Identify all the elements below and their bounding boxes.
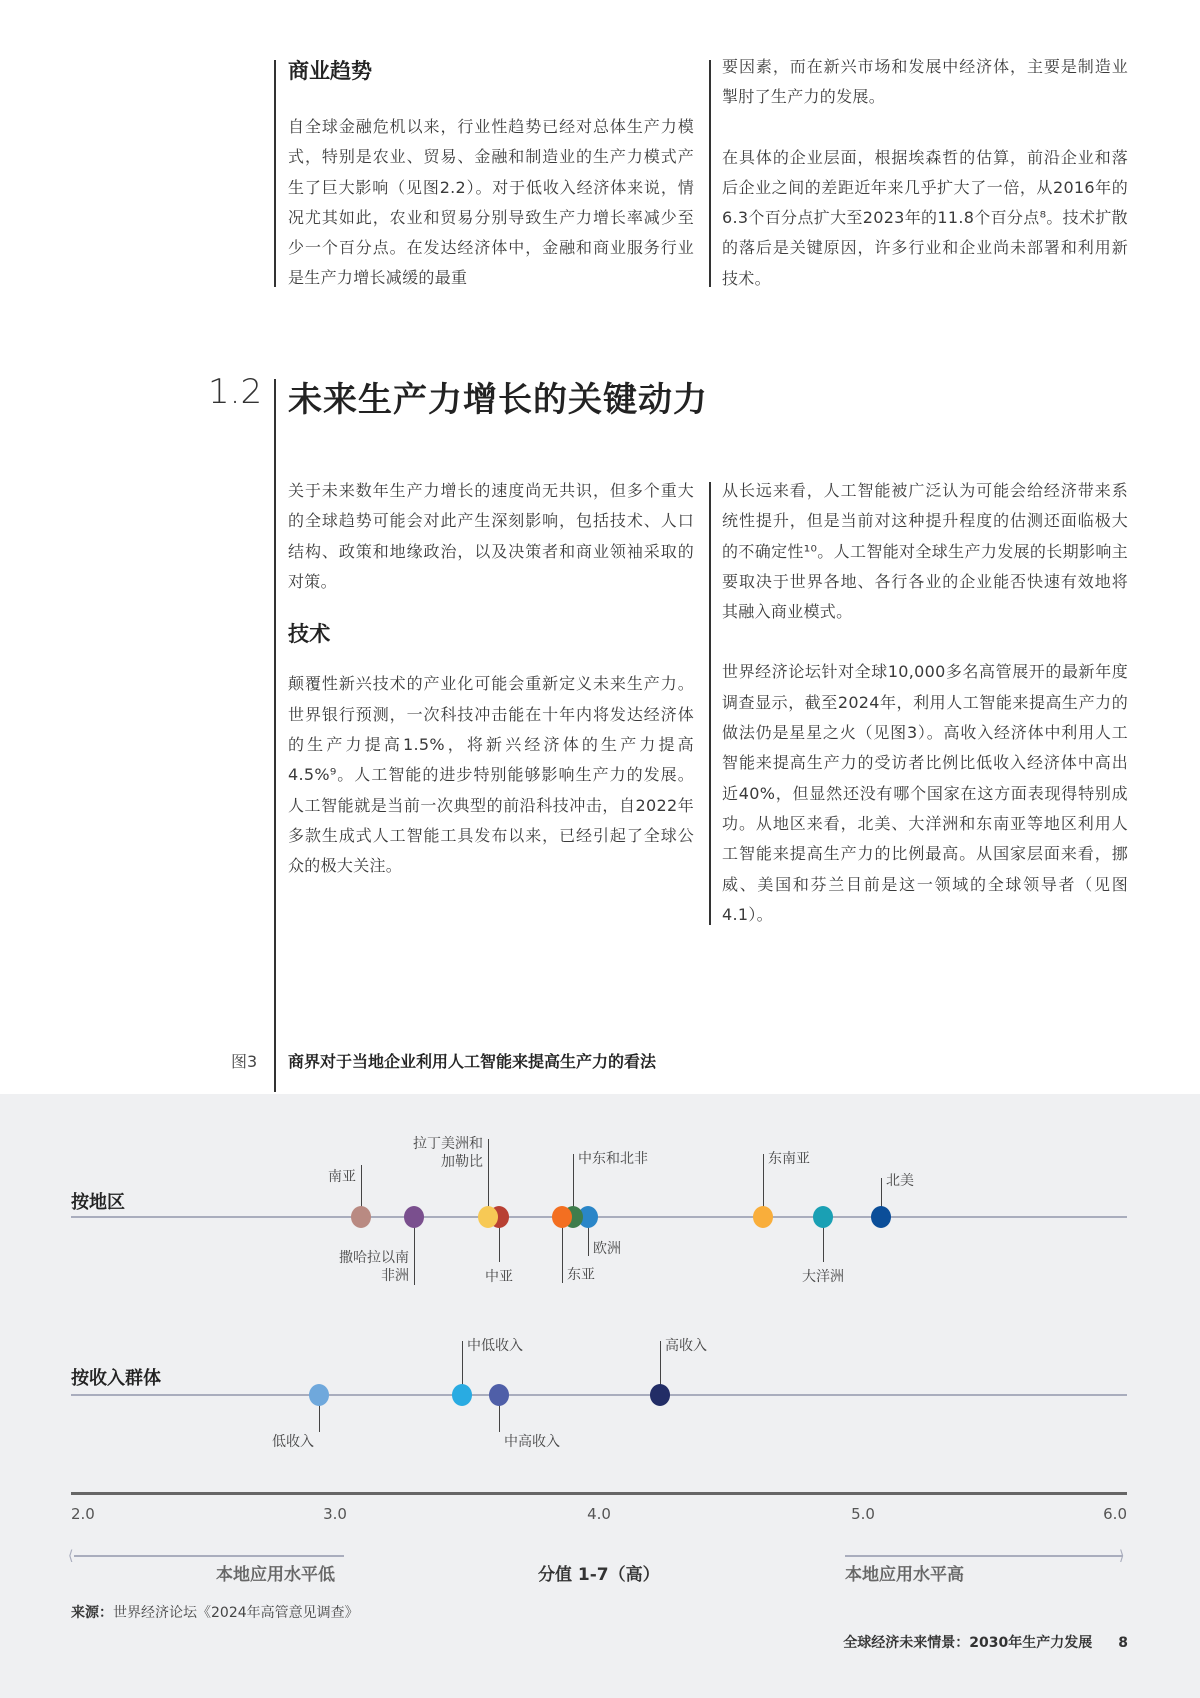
section-left-column [288,476,694,882]
point-label-line: 东南亚 [768,1151,810,1167]
point-label-line: 中亚 [485,1269,513,1285]
point-label-line: 南亚 [328,1169,356,1185]
point-label [504,1433,560,1451]
row-label: 按地区 [71,1192,125,1213]
data-point [452,1384,472,1406]
point-label [413,1135,483,1171]
figure-title: 商界对于当地企业利用人工智能来提高生产力的看法 [288,1052,657,1071]
point-label [567,1266,595,1284]
point-label-line: 中低收入 [467,1338,523,1354]
point-label-line: 大洋洲 [802,1269,844,1285]
margin-rule [274,60,276,287]
paragraph: 在具体的企业层面，根据埃森哲的估算，前沿企业和落后企业之间的差距近年来几乎扩大了一倍，从2016年的6.3个百分点扩大至2023年的11.8个百分点⁸。技术扩散的落后是关键原因，许多行业和企业尚未部署和利用新技术。 [722,147,1128,288]
source-prefix: 来源： [71,1605,113,1621]
row-label: 按收入群体 [71,1368,161,1389]
point-label [665,1337,707,1355]
column-divider [709,482,711,925]
column-divider [709,60,711,287]
business-trends-left [288,112,694,294]
row-track [71,1394,1127,1396]
tech-heading: 技术 [288,622,331,647]
data-point [489,1384,509,1406]
paragraph: 从长远来看，人工智能被广泛认为可能会给经济带来系统性提升，但是当前对这种提升程度的估测还面临极大的不确定性¹⁰。人工智能对全球生产力发展的长期影响主要取决于世界各地、各行各业的企业能否快速有效地将其融入商业模式。 [722,481,1128,622]
data-point [478,1206,498,1228]
paragraph: 要因素，而在新兴市场和发展中经济体，主要是制造业掣肘了生产力的发展。 [722,57,1128,107]
page-footer [843,1632,1128,1652]
data-point [552,1206,572,1228]
point-label-line: 中东和北非 [578,1151,648,1167]
point-label [768,1150,810,1168]
high-arrow-line [845,1555,1123,1557]
data-point [650,1384,670,1406]
point-label-line: 欧洲 [593,1241,621,1257]
arrow-left-icon: ⟨ [68,1548,74,1564]
point-label-line: 拉丁美洲和 [413,1136,483,1152]
paragraph: 自全球金融危机以来，行业性趋势已经对总体生产力模式，特别是农业、贸易、金融和制造业的生产力模式产生了巨大影响（见图2.2）。对于低收入经济体来说，情况尤其如此，农业和贸易分别导致生产力增长率减少至少一个百分点。在发达经济体中，金融和商业服务行业是生产力增长减缓的最重 [288,117,694,288]
point-label [272,1433,314,1451]
point-label-line: 中高收入 [504,1434,560,1450]
section-title: 未来生产力增长的关键动力 [288,380,708,420]
figure-number: 图3 [231,1052,258,1071]
business-trends-right [722,52,1128,294]
point-label-line: 北美 [886,1173,914,1189]
source-text: 世界经济论坛《2024年高管意见调查》 [113,1605,359,1621]
point-label [328,1168,356,1186]
point-label [485,1268,513,1286]
point-label-line: 撒哈拉以南 [339,1250,409,1266]
x-tick-label: 5.0 [851,1505,875,1523]
point-label [339,1249,409,1285]
source-note [71,1602,359,1622]
footer-title: 全球经济未来情景：2030年生产力发展 [843,1635,1093,1651]
x-tick-label: 4.0 [587,1505,611,1523]
x-tick-label: 3.0 [323,1505,347,1523]
page-number: 8 [1118,1635,1128,1651]
data-point [753,1206,773,1228]
paragraph: 世界经济论坛针对全球10,000多名高管展开的最新年度调查显示，截至2024年，利用人工智能来提高生产力的做法仍是星星之火（见图3）。高收入经济体中利用人工智能来提高生产力的受访者比例比低收入经济体中高出近40%，但显然还没有哪个国家在这方面表现得特别成功。从地区来看，北美、大洋洲和东南亚等地区利用人工智能来提高生产力的比例最高。从国家层面来看，挪威、美国和芬兰目前是这一领域的全球领导者（见图4.1）。 [722,662,1128,924]
x-tick-label: 6.0 [1103,1505,1127,1523]
point-label-line: 东亚 [567,1267,595,1283]
section-right-column [722,476,1128,930]
x-axis-title: 分值 1-7（高） [538,1565,660,1585]
low-arrow-line [74,1555,344,1557]
high-adoption-label: 本地应用水平高 [845,1565,964,1585]
point-label-line: 高收入 [665,1338,707,1354]
point-label [467,1337,523,1355]
business-trends-heading: 商业趋势 [288,59,372,83]
point-label [886,1172,914,1190]
point-label [578,1150,648,1168]
point-label-line: 低收入 [272,1434,314,1450]
x-axis [71,1492,1127,1495]
section-number: 1.2 [208,372,263,412]
arrow-right-icon: ⟩ [1119,1548,1125,1564]
point-label-line: 加勒比 [441,1154,483,1170]
x-tick-label: 2.0 [71,1505,95,1523]
tech-paragraph: 颠覆性新兴技术的产业化可能会重新定义未来生产力。世界银行预测，一次科技冲击能在十年内将发达经济体的生产力提高1.5%，将新兴经济体的生产力提高4.5%⁹。人工智能的进步特别能够影响生产力的发展。人工智能就是当前一次典型的前沿科技冲击，自2022年多款生成式人工智能工具发布以来，已经引起了全球公众的极大关注。 [288,674,694,876]
margin-rule [274,379,276,1092]
row-track [71,1216,1127,1218]
point-label-line: 非洲 [381,1268,409,1284]
intro-paragraph: 关于未来数年生产力增长的速度尚无共识，但多个重大的全球趋势可能会对此产生深刻影响，包括技术、人口结构、政策和地缘政治，以及决策者和商业领袖采取的对策。 [288,481,694,591]
low-adoption-label: 本地应用水平低 [216,1565,335,1585]
point-label [593,1240,621,1258]
point-label [802,1268,844,1286]
